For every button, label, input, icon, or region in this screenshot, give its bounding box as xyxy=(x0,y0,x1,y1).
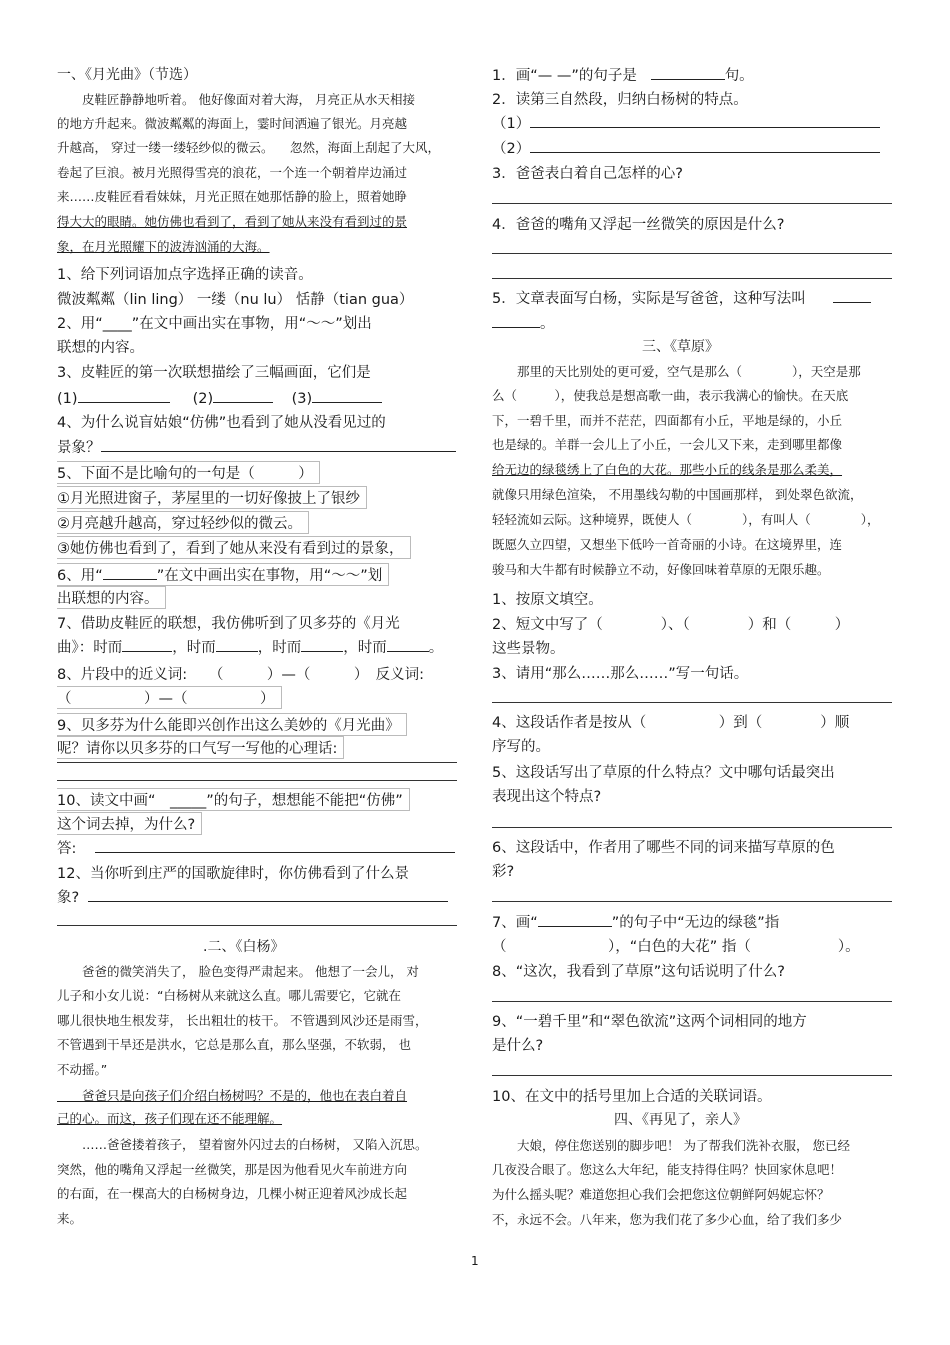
passage-line: 给无边的绿毯绣上了白色的大花。那些小丘的线条是那么柔美， xyxy=(492,462,843,477)
question-c1: 1、按原文填空。 xyxy=(492,592,603,608)
question-c2: 2、短文中写了（ ）、（ ）和（ ） xyxy=(492,617,850,633)
question-5: 5、下面不是比喻句的一句是（ ） xyxy=(57,461,320,484)
section1-title: 一、《月光曲》（节选） xyxy=(57,67,197,83)
passage-line: 爸爸的微笑消失了， 脸色变得严肃起来。 他想了一会儿， 对 xyxy=(57,964,419,979)
question-c10: 10、在文中的括号里加上合适的关联词语。 xyxy=(492,1089,772,1105)
question-c9: 9、“一碧千里”和“翠色欲流”这两个词相同的地方 xyxy=(492,1014,807,1030)
passage-line: 就像只用绿色渲染， 不用墨线勾勒的中国画那样， 到处翠色欲流， xyxy=(492,487,863,502)
answer-line[interactable] xyxy=(57,925,457,926)
passage-line: 几夜没合眼了。您这么大年纪，能支持得住吗？快回家休息吧！ xyxy=(492,1162,843,1177)
answer-blank[interactable] xyxy=(301,637,343,652)
passage-line: 下，一碧千里，而并不茫茫，四面都有小丘，平地是绿的，小丘 xyxy=(492,413,843,428)
passage-line: 爸爸只是向孩子们介绍白杨树吗？不是的，他也在表白着自 xyxy=(57,1088,408,1103)
passage-line: ……爸爸搂着孩子， 望着窗外闪过去的白杨树， 又陷入沉思。 xyxy=(57,1137,428,1152)
question-7-blanks: 曲》：时而 ，时而 ，时而 ，时而 。 xyxy=(57,636,443,657)
passage-line: 卷起了巨浪。被月光照得雪亮的浪花，一个连一个朝着岸边涌过 xyxy=(57,165,408,180)
answer-line[interactable] xyxy=(492,827,892,828)
passage-line: 来……皮鞋匠看看妹妹，月光正照在她那恬静的脸上，照着她睁 xyxy=(57,189,408,204)
answer-line[interactable] xyxy=(57,762,457,763)
question-c3: 3、请用“那么……那么……”写一句话。 xyxy=(492,666,749,682)
answer-blank[interactable] xyxy=(387,637,429,652)
passage-line: 来。 xyxy=(57,1211,83,1226)
question-8-cont: （ ）—（ ） xyxy=(57,686,282,709)
question-10-answer: 答: xyxy=(57,837,455,858)
passage-line: 大娘，停住您送别的脚步吧！ 为了帮我们洗补衣服， 您已经 xyxy=(492,1138,850,1153)
question-b1: 1．画“— —”的句子是 句。 xyxy=(492,64,754,85)
question-b5-cont: 。 xyxy=(492,312,555,333)
answer-blank[interactable] xyxy=(530,138,880,153)
section3-title: 三、《草原》 xyxy=(642,339,719,355)
passage-line: 既愿久立四望，又想坐下低吟一首奇丽的小诗。在这境界里，连 xyxy=(492,537,843,552)
passage-line: 升越高， 穿过一缕一缕轻纱似的微云。 忽然，海面上刮起了大风， xyxy=(57,140,440,155)
answer-line[interactable] xyxy=(492,1075,892,1076)
question-c9-cont: 是什么? xyxy=(492,1038,544,1054)
question-c4-cont: 序写的。 xyxy=(492,739,550,755)
question-b2-2: （2） xyxy=(492,137,880,158)
question-b2-1: （1） xyxy=(492,112,880,133)
question-5-option-2: ②月亮越升越高，穿过轻纱似的微云。 xyxy=(57,511,309,534)
question-4: 4、为什么说盲姑娘“仿佛”也看到了她从没看见过的 xyxy=(57,415,386,431)
underline-sample xyxy=(103,565,157,580)
answer-blank[interactable] xyxy=(312,388,382,403)
question-c4: 4、这段话作者是按从（ ）到（ ）顺 xyxy=(492,715,850,731)
question-8: 8、片段中的近义词: （ ）—（ ） 反义词: xyxy=(57,667,424,683)
answer-line[interactable] xyxy=(492,278,892,279)
answer-line[interactable] xyxy=(492,253,892,254)
passage-line: 不，永远不会。八年来，您为我们花了多少心血，给了我们多少 xyxy=(492,1212,843,1227)
question-3-blanks: (1) (2) (3) xyxy=(57,388,382,407)
question-c7-cont: （ ），“白色的大花” 指（ ）。 xyxy=(492,939,860,955)
question-12: 12、当你听到庄严的国歌旋律时，你仿佛看到了什么景 xyxy=(57,866,409,882)
question-5-option-3: ③她仿佛也看到了，看到了她从来没有看到过的景象， xyxy=(57,536,411,559)
passage-line: 象，在月光照耀下的波涛汹涌的大海。 xyxy=(57,239,270,254)
question-c6: 6、这段话中，作者用了哪些不同的词来描写草原的色 xyxy=(492,840,835,856)
section2-title: .二、《白杨》 xyxy=(203,939,285,955)
passage-line: 轻轻流如云际。这种境界，既使人（ ），有叫人（ ）， xyxy=(492,512,880,527)
answer-blank[interactable] xyxy=(216,637,258,652)
question-5-option-1: ①月光照进窗子，茅屋里的一切好像披上了银纱 xyxy=(57,486,367,509)
passage-line: 也是绿的。羊群一会儿上了小丘，一会儿又下来，走到哪里都像 xyxy=(492,437,843,452)
passage-line: 突然，他的嘴角又浮起一丝微笑，那是因为他看见火车前进方向 xyxy=(57,1162,408,1177)
passage-line: 那里的天比别处的更可爱，空气是那么（ ），天空是那 xyxy=(492,364,861,379)
passage-line: 得大大的眼睛。她仿佛也看到了，看到了她从来没有看到过的景 xyxy=(57,214,408,229)
answer-blank[interactable] xyxy=(101,437,456,452)
answer-line[interactable] xyxy=(492,901,892,902)
passage-line: 己的心。而这，孩子们现在还不能理解。 xyxy=(57,1111,283,1126)
question-12-cont: 象? xyxy=(57,886,448,907)
question-c5: 5、这段话写出了草原的什么特点？文中哪句话最突出 xyxy=(492,765,835,781)
question-b5: 5．文章表面写白杨，实际是写爸爸，这种写法叫 xyxy=(492,287,871,308)
passage-line: 的右面，在一棵高大的白杨树身边，几棵小树正迎着风沙成长起 xyxy=(57,1186,408,1201)
section4-title: 四、《再见了，亲人》 xyxy=(614,1112,747,1128)
question-6: 6、用“ ”在文中画出实在事物，用“～～”划 xyxy=(57,563,389,586)
question-1-words: 微波粼粼（lin ling） 一缕（nu lu） 恬静（tian gua） xyxy=(57,292,414,308)
answer-blank[interactable] xyxy=(492,313,540,328)
question-10: 10、读文中画“ _____”的句子，想想能不能把“仿佛” xyxy=(57,788,410,811)
page-number: 1 xyxy=(471,1254,479,1268)
question-c8: 8、“这次，我看到了草原”这句话说明了什么? xyxy=(492,964,785,980)
passage-line: 骏马和大牛都有时候静立不动，好像回味着草原的无限乐趣。 xyxy=(492,562,830,577)
question-10-cont: 这个词去掉，为什么? xyxy=(57,812,202,835)
question-c7: 7、画“ ”的句子中“无边的绿毯”指 xyxy=(492,911,779,932)
question-4-cont: 景象？ xyxy=(57,436,456,457)
passage-line: 么（ ），使我总是想高歌一曲，表示我满心的愉快。在天底 xyxy=(492,388,849,403)
answer-blank[interactable] xyxy=(95,838,455,853)
answer-blank[interactable] xyxy=(78,388,170,403)
question-c2-cont: 这些景物。 xyxy=(492,641,565,657)
answer-blank[interactable] xyxy=(651,65,725,80)
answer-blank[interactable] xyxy=(122,637,172,652)
question-b2: 2．读第三自然段，归纳白杨树的特点。 xyxy=(492,92,748,108)
question-b4: 4．爸爸的嘴角又浮起一丝微笑的原因是什么? xyxy=(492,217,785,233)
question-c6-cont: 彩? xyxy=(492,864,515,880)
question-6-cont: 出联想的内容。 xyxy=(57,586,166,609)
question-c5-cont: 表现出这个特点? xyxy=(492,789,602,805)
answer-blank[interactable] xyxy=(213,388,273,403)
passage-line: 的地方升起来。微波粼粼的海面上，霎时间洒遍了银光。月亮越 xyxy=(57,116,408,131)
passage-line: 哪儿很快地生根发芽， 长出粗壮的枝干。 不管遇到风沙还是雨雪， xyxy=(57,1013,428,1028)
question-9: 9、贝多芬为什么能即兴创作出这么美妙的《月光曲》 xyxy=(57,713,407,736)
answer-blank[interactable] xyxy=(88,887,448,902)
answer-line[interactable] xyxy=(492,203,892,204)
question-2: 2、用“____”在文中画出实在事物，用“～～”划出 xyxy=(57,316,372,332)
answer-blank[interactable] xyxy=(833,288,871,303)
passage-line: 为什么摇头呢？难道您担心我们会把您这位朝鲜阿妈妮忘怀？ xyxy=(492,1187,830,1202)
answer-line[interactable] xyxy=(492,1001,892,1002)
passage-line: 不管遇到干旱还是洪水，它总是那么直，那么坚强，不软弱， 也 xyxy=(57,1037,411,1052)
passage-line: 皮鞋匠静静地听着。 他好像面对着大海， 月亮正从水天相接 xyxy=(57,92,415,107)
underline-sample xyxy=(538,912,612,927)
answer-line[interactable] xyxy=(57,780,457,781)
question-7: 7、借助皮鞋匠的联想，我仿佛听到了贝多芬的《月光 xyxy=(57,616,400,632)
passage-line: 不动摇。” xyxy=(57,1062,108,1077)
passage-line: 儿子和小女儿说：“白杨树从来就这么直。哪儿需要它，它就在 xyxy=(57,988,401,1003)
question-9-cont: 呢？请你以贝多芬的口气写一写他的心理话: xyxy=(57,736,344,759)
answer-blank[interactable] xyxy=(530,113,880,128)
answer-line[interactable] xyxy=(492,702,892,703)
question-1: 1、给下列词语加点字选择正确的读音。 xyxy=(57,267,313,283)
question-b3: 3．爸爸表白着自己怎样的心? xyxy=(492,166,683,182)
question-2-cont: 联想的内容。 xyxy=(57,340,144,356)
question-3: 3、皮鞋匠的第一次联想描绘了三幅画面，它们是 xyxy=(57,365,371,381)
